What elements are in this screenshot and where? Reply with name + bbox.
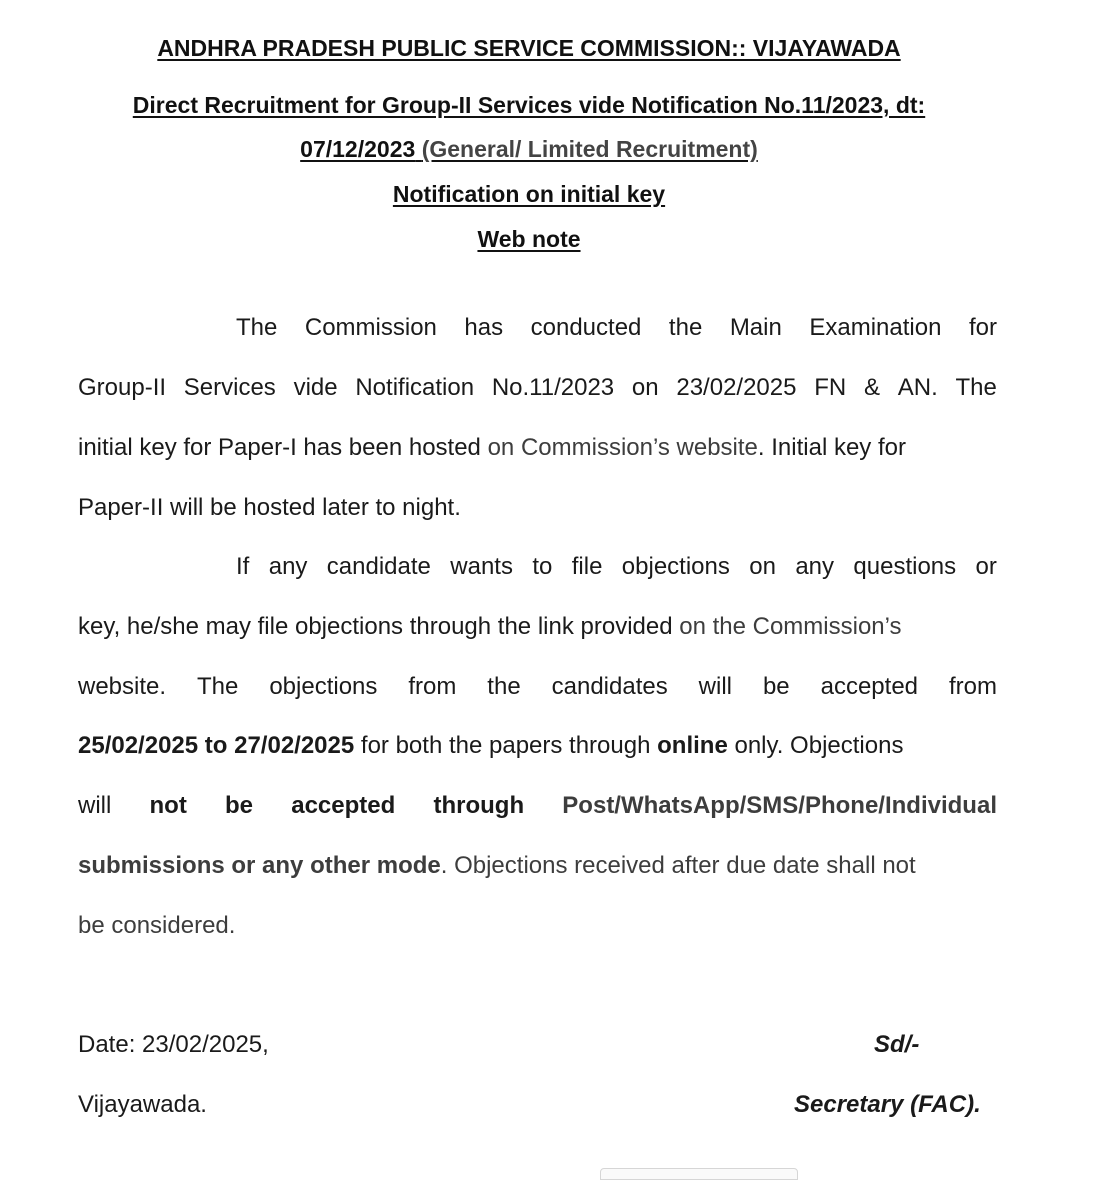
paragraph1-line3: initial key for Paper-I has been hosted on Commission’s website . Initial key for <box>78 434 906 461</box>
paragraph2-line3: website. The objections from the candidates will be accepted from <box>78 673 997 700</box>
paragraph2-line4: 25/02/2025 to 27/02/2025 for both the papers through online only. Objections <box>78 732 904 759</box>
commission-website-reference: on Commission’s website <box>487 434 758 461</box>
online-mode: online <box>657 732 728 759</box>
recruitment-subtitle-line1: Direct Recruitment for Group-II Services vide Notification No.11/2023, dt: <box>132 92 926 118</box>
commission-website-reference-2: on the Commission’s <box>679 613 902 640</box>
issue-place: Vijayawada. <box>78 1091 207 1118</box>
notification-date: 07/12/2023 <box>300 136 416 162</box>
commission-title: ANDHRA PRADESH PUBLIC SERVICE COMMISSION:: VIJAYAWADA <box>157 35 901 61</box>
paragraph1-line4: Paper-II will be hosted later to night. <box>78 494 461 521</box>
paragraph2-line2: key, he/she may file objections through the link provided on the Commission’s <box>78 613 902 640</box>
paragraph2-line6: submissions or any other mode . Objections received after due date shall not <box>78 852 916 879</box>
signatory-designation: Secretary (FAC). <box>794 1091 981 1118</box>
bottom-scroll-tab <box>600 1168 798 1180</box>
other-modes: submissions or any other mode <box>78 852 441 879</box>
recruitment-subtitle-line2 <box>0 134 1058 164</box>
paragraph2-line5: will not be accepted through Post/WhatsApp/SMS/Phone/Individual <box>78 792 997 819</box>
notification-title: Notification on initial key <box>392 181 666 207</box>
objection-dates: 25/02/2025 to 27/02/2025 <box>78 732 355 759</box>
web-note-heading: Web note <box>477 226 581 252</box>
paragraph2-line7: be considered. <box>78 912 236 939</box>
paragraph1-line2: Group-II Services vide Notification No.11/2023 on 23/02/2025 FN & AN. The <box>78 374 997 401</box>
paragraph1-line1: The Commission has conducted the Main Examination for <box>236 314 997 341</box>
excluded-channels: Post/WhatsApp/SMS/Phone/Individual <box>562 792 997 819</box>
paragraph2-line1: If any candidate wants to file objections on any questions or <box>236 553 997 580</box>
issue-date: Date: 23/02/2025, <box>78 1031 269 1058</box>
recruitment-type: (General/ Limited Recruitment) <box>421 136 758 162</box>
signature-mark: Sd/- <box>874 1031 920 1058</box>
